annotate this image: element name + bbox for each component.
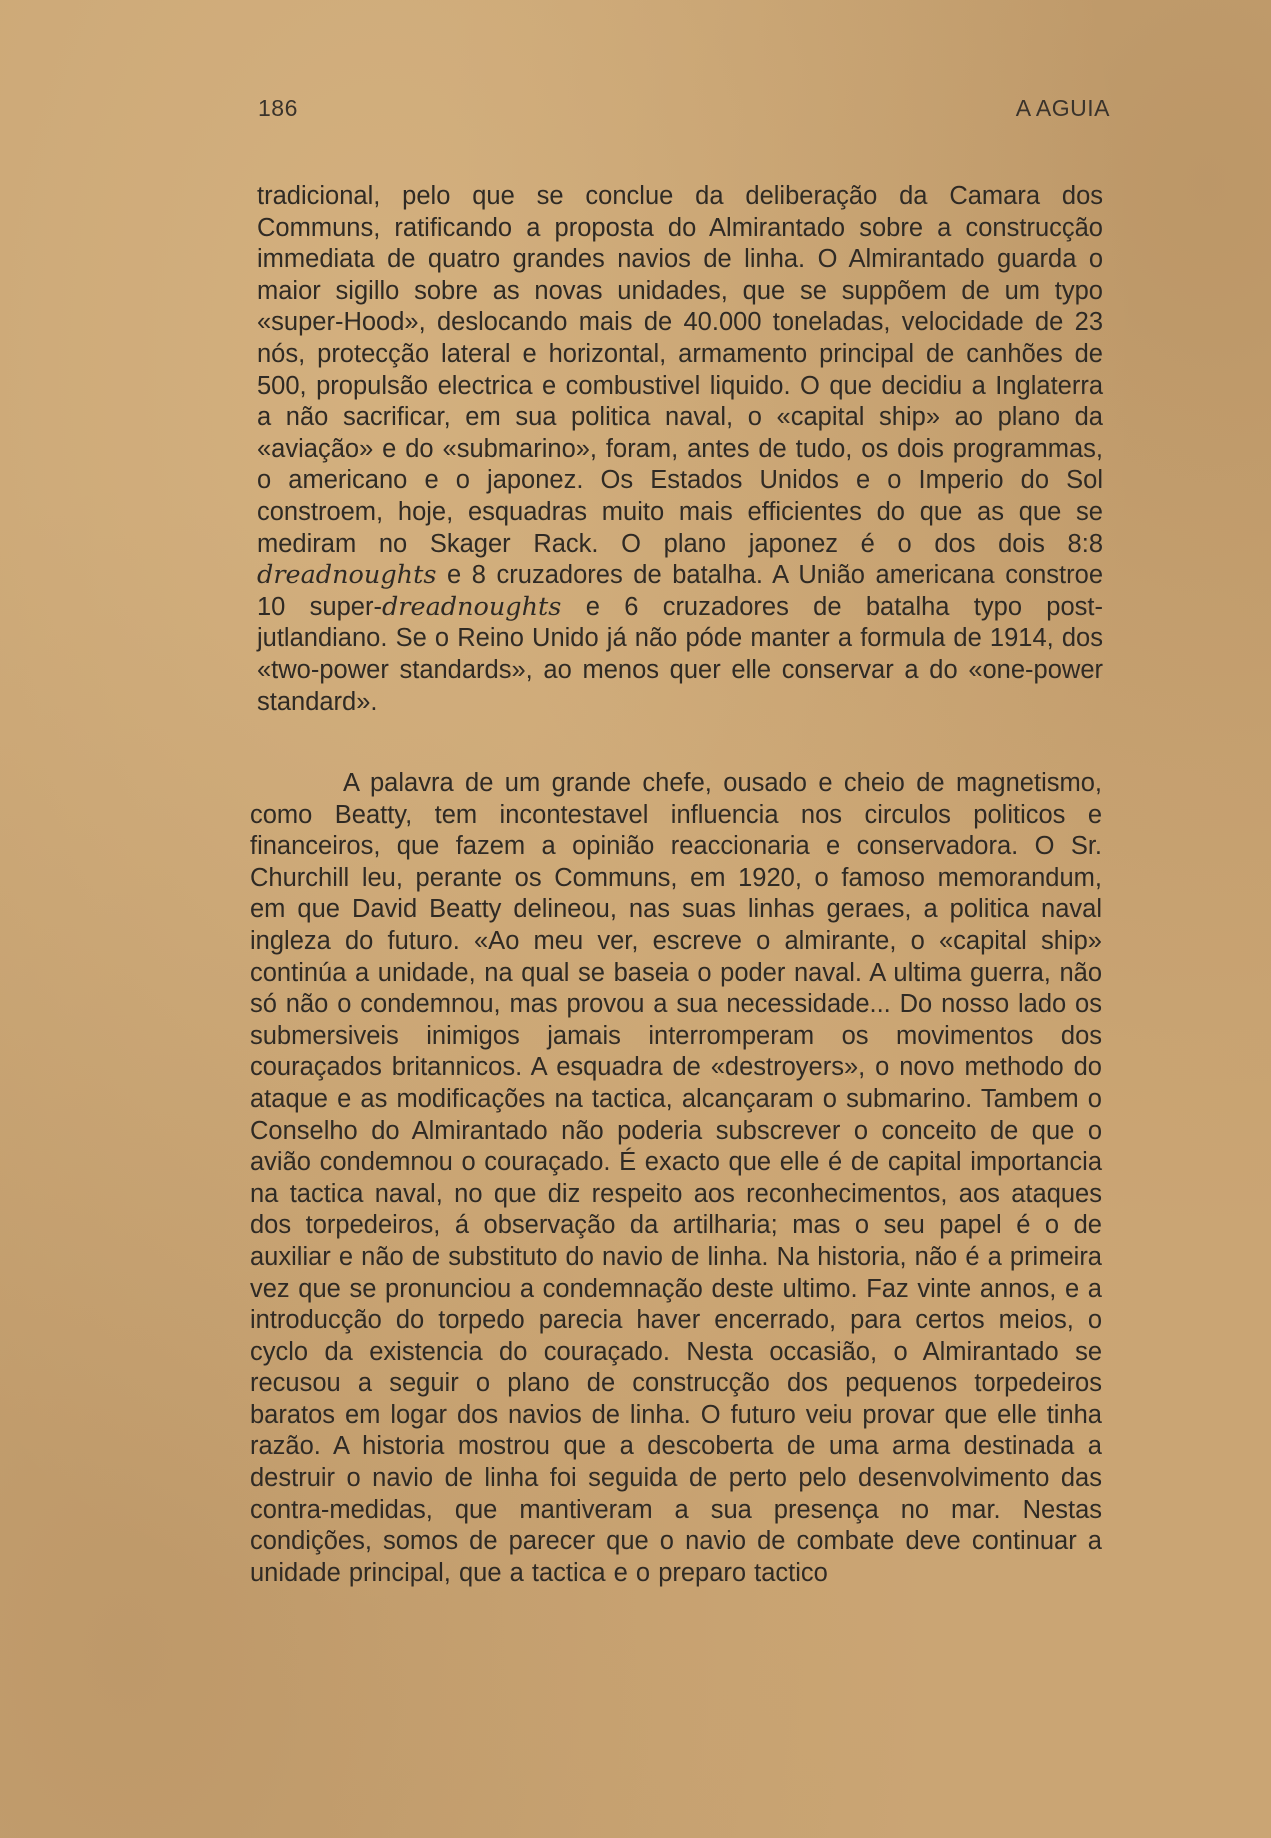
italic-term-super-dreadnoughts: dreadnoughts — [381, 591, 562, 622]
running-head — [258, 95, 1110, 129]
page-number: 186 — [258, 95, 298, 121]
paragraph-2 — [250, 768, 1102, 1589]
paragraph-1-part-3: e 6 cruzadores de batalha typo post-jutlandiano. Se o Reino Unido já não póde manter a formula de 1914, dos «two-power standards», ao menos quer elle conservar a do «one-power standard». — [257, 592, 1104, 716]
paragraph-1-part-1: tradicional, pelo que se conclue da deliberação da Camara dos Communs, ratificando a proposta do Almirantado sobre a construcção immediata de quatro grandes navios de linha. O Almirantado guarda o maior sigillo sobre as novas unidades, que se suppõem de um typo «super-Hood», deslocando mais de 40.000 toneladas, velocidade de 23 nós, protecção lateral e horizontal, armamento principal de canhões de 500, propulsão electrica e combustivel liquido. O que decidiu a Inglaterra a não sacrificar, em sua politica naval, o «capital ship» ao plano da «aviação» e do «submarino», foram, antes de tudo, os dois programmas, o americano e o japonez. Os Estados Unidos e o Imperio do Sol constroem, hoje, esquadras muito mais efficientes do que as que se mediram no Skager Rack. O plano japonez é o dos dois 8:8 — [257, 182, 1103, 558]
paragraph-1-text — [257, 181, 1103, 718]
italic-term-dreadnoughts: dreadnoughts — [257, 560, 437, 591]
paragraph-2-text: A palavra de um grande chefe, ousado e cheio de magnetismo, como Beatty, tem incontestavel influencia nos circulos politicos e financeiros, que fazem a opinião reaccionaria e conservadora. O Sr. Churchill leu, perante os Communs, em 1920, o famoso memorandum, em que David Beatty delineou, nas suas linhas geraes, a politica naval ingleza do futuro. «Ao meu ver, escreve o almirante, o «capital ship» continúa a unidade, na qual se baseia o poder naval. A ultima guerra, não só não o condemnou, mas provou a sua necessidade... Do nosso lado os submersiveis inimigos jamais interromperam os movimentos dos couraçados britannicos. A esquadra de «destroyers», o novo methodo do ataque e as modificações na tactica, alcançaram o submarino. Tambem o Conselho do Almirantado não poderia subscrever o conceito de que o avião condemnou o couraçado. É exacto que elle é de capital importancia na tactica naval, no que diz respeito aos reconhecimentos, aos ataques dos torpedeiros, á observação da artilharia; mas o seu papel é o de auxiliar e não de substituto do navio de linha. Na historia, não é a primeira vez que se pronunciou a condemnação deste ultimo. Faz vinte annos, e a introducção do torpedo parecia haver encerrado, para certos meios, o cyclo da existencia do couraçado. Nesta occasião, o Almirantado se recusou a seguir o plano de construcção dos pequenos torpedeiros baratos em logar dos navios de linha. O futuro veiu provar que elle tinha razão. A historia mostrou que a descoberta de uma arma destinada a destruir o navio de linha foi seguida de perto pelo desenvolvimento das contra-medidas, que mantiveram a sua presença no mar. Nestas condições, somos de parecer que o navio de combate deve continuar a unidade principal, que a tactica e o preparo tactico — [250, 769, 1102, 1587]
paragraph-1 — [257, 181, 1103, 718]
paragraph-1-part-2: e 8 cruzadores de batalha. A União americana constroe 10 super- — [257, 561, 1103, 621]
journal-title: A AGUIA — [1015, 95, 1110, 121]
